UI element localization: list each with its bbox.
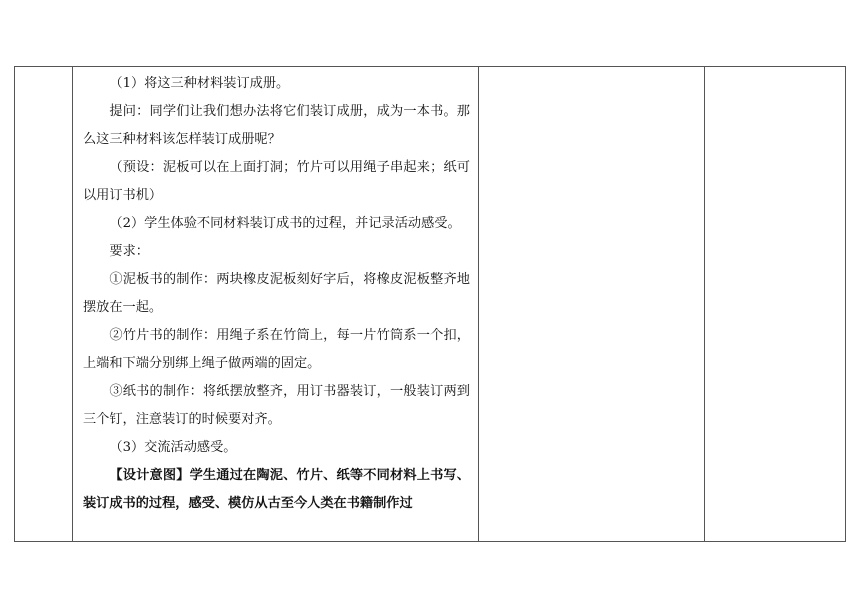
paragraph-step-3: （3）交流活动感受。 xyxy=(109,440,237,455)
paragraph-paper-book: ③纸书的制作：将纸摆放整齐，用订书器装订，一般装订两到三个钉，注意装订的时候要对齐。 xyxy=(83,384,470,427)
stage-cell xyxy=(15,67,73,542)
paragraph-preset: （预设：泥板可以在上面打洞；竹片可以用绳子串起来；纸可以用订书机） xyxy=(83,160,470,203)
paragraph-clay-book: ①泥板书的制作：两块橡皮泥板刻好字后，将橡皮泥板整齐地摆放在一起。 xyxy=(83,272,470,315)
design-intent: 【设计意图】学生通过在陶泥、竹片、纸等不同材料上书写、装订成书的过程，感受、模仿从古至今人类在书籍制作过 xyxy=(83,468,470,511)
paragraph-question: 提问：同学们让我们想办法将它们装订成册，成为一本书。那么这三种材料该怎样装订成册呢？ xyxy=(83,104,470,147)
paragraph-bamboo-book: ②竹片书的制作：用绳子系在竹筒上，每一片竹筒系一个扣，上端和下端分别绑上绳子做两端的固定。 xyxy=(83,328,470,371)
activity-content xyxy=(73,67,478,518)
activity-cell xyxy=(73,67,479,542)
student-activity-cell xyxy=(479,67,705,542)
paragraph-step-2: （2）学生体验不同材料装订成书的过程，并记录活动感受。 xyxy=(109,216,461,231)
paragraph-step-1: （1）将这三种材料装订成册。 xyxy=(109,76,290,91)
paragraph-requirements: 要求： xyxy=(109,244,149,259)
lesson-plan-table xyxy=(14,66,846,542)
table-row xyxy=(15,67,846,542)
notes-cell xyxy=(705,67,846,542)
